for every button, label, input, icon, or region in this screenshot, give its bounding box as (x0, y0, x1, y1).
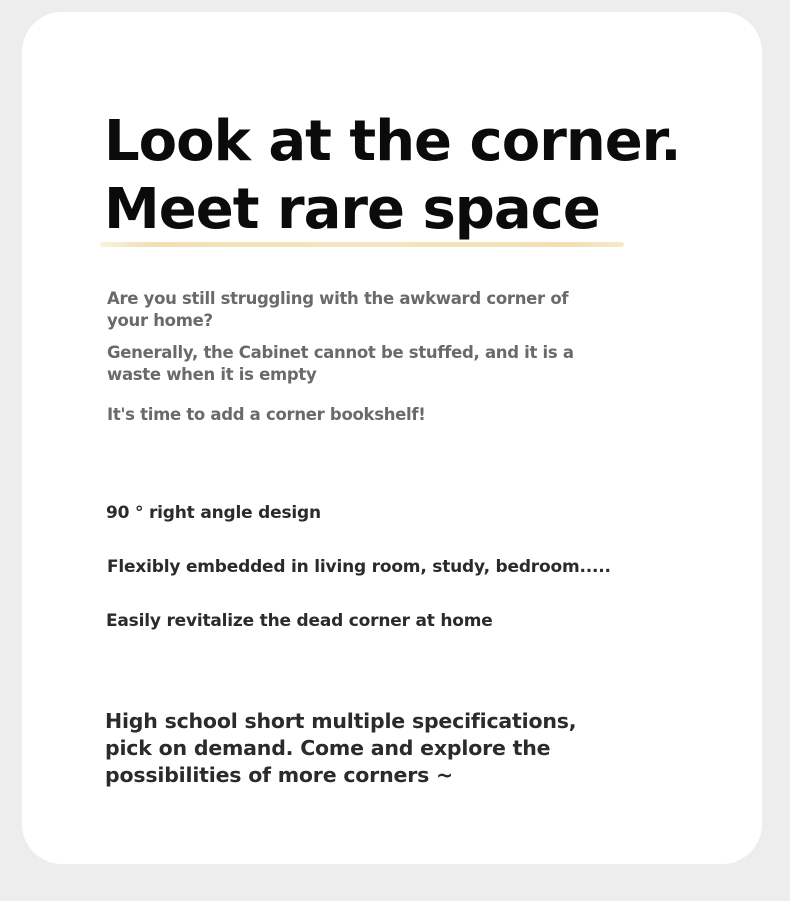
intro-paragraph-1: Are you still struggling with the awkward corner of your home? (107, 289, 569, 330)
headline-line-2: Meet rare space (104, 177, 600, 242)
closing-statement: High school short multiple specifications, pick on demand. Come and explore the possibilities of more corners ~ (105, 709, 577, 787)
headline-underline (100, 242, 624, 247)
intro-text (107, 288, 577, 424)
feature-item-right-angle: 90 ° right angle design (106, 503, 321, 523)
feature-item-revitalize-corner: Easily revitalize the dead corner at home (106, 611, 493, 631)
intro-paragraph-3: It's time to add a corner bookshelf! (107, 405, 426, 424)
feature-item-flexible-embed: Flexibly embedded in living room, study, bedroom..... (107, 557, 611, 577)
headline-line-1: Look at the corner. (104, 109, 681, 174)
content-card (22, 12, 762, 864)
headline (104, 108, 681, 244)
intro-paragraph-2: Generally, the Cabinet cannot be stuffed, and it is a waste when it is empty (107, 343, 574, 384)
